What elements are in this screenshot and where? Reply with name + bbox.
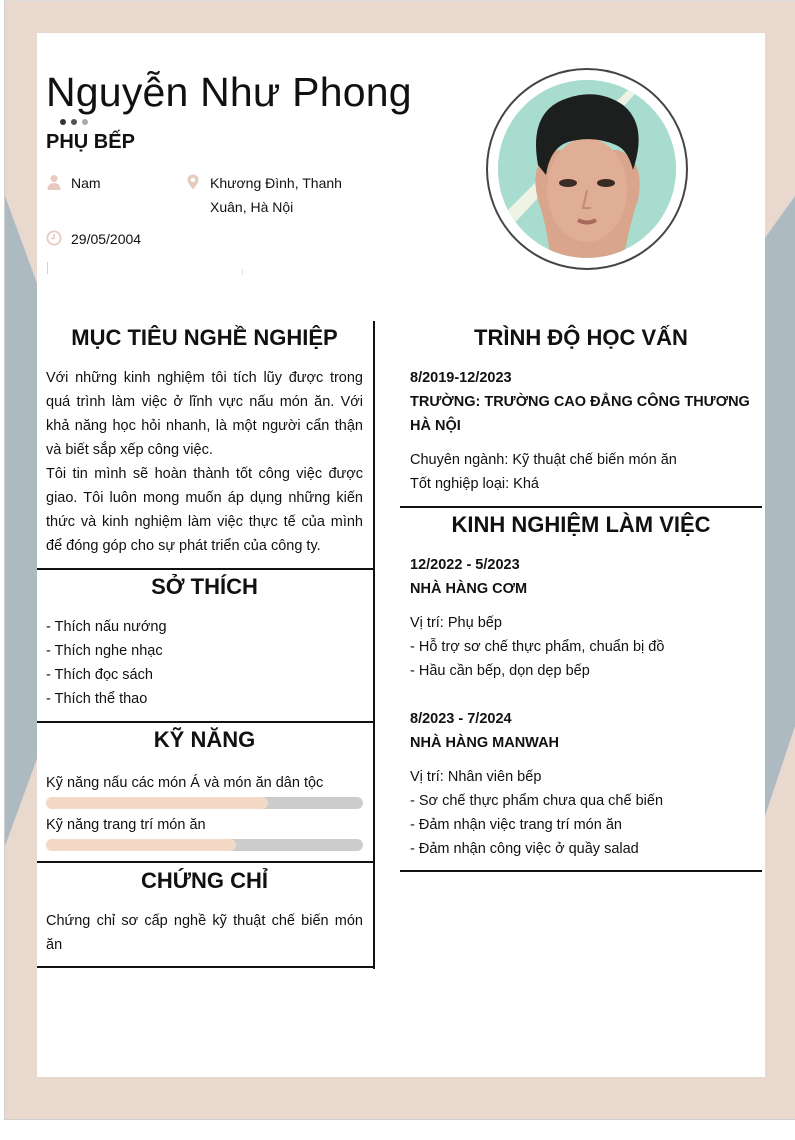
skill-bar-fill (46, 797, 268, 809)
education-major: Chuyên ngành: Kỹ thuật chế biến món ăn (410, 452, 677, 468)
skill-label: Kỹ năng nấu các món Á và món ăn dân tộc (46, 775, 324, 791)
divider (400, 506, 762, 508)
section-title-objective: MỤC TIÊU NGHỀ NGHIỆP (71, 325, 338, 350)
avatar (498, 80, 676, 258)
education-period: 8/2019-12/2023 (410, 370, 512, 386)
address-line-2: Xuân, Hà Nội (210, 199, 294, 215)
divider (400, 870, 762, 872)
section-title-experience: KINH NGHIỆM LÀM VIỆC (451, 512, 711, 537)
job-period: 8/2023 - 7/2024 (410, 711, 512, 727)
objective-paragraph-1: Với những kinh nghiệm tôi tích lũy được trong quá trình làm việc ở lĩnh vực nấu món ăn. Với khả năng học hỏi nhanh, là một người cẩn thận và biết sắp xếp công việc. (46, 370, 363, 458)
section-title-hobbies: SỞ THÍCH (151, 574, 258, 599)
objective-paragraph-2: Tôi tin mình sẽ hoàn thành tốt công việc được giao. Tôi luôn mong muốn áp dụng những kiến thức và kinh nghiệm làm việc thực tế của mình để đóng góp cho sự phát triển của công ty. (46, 466, 363, 554)
job-task: - Đảm nhận việc trang trí món ăn (410, 817, 622, 833)
experience-job (410, 553, 664, 683)
job-task: - Hầu cần bếp, dọn dẹp bếp (410, 663, 590, 679)
skill-label: Kỹ năng trang trí món ăn (46, 817, 206, 833)
job-position: Vị trí: Phụ bếp (410, 615, 502, 631)
job-period: 12/2022 - 5/2023 (410, 557, 520, 573)
experience-job (410, 707, 663, 861)
job-task: - Đảm nhận công việc ở quầy salad (410, 841, 639, 857)
hobby-item: - Thích nấu nướng (46, 619, 167, 635)
job-task: - Hỗ trợ sơ chế thực phẩm, chuẩn bị đồ (410, 639, 665, 655)
objective-text (46, 366, 363, 558)
hobby-item: - Thích đọc sách (46, 667, 153, 683)
avatar-frame (486, 68, 688, 270)
decor-stub (47, 262, 48, 274)
birthday-value: 29/05/2004 (71, 231, 142, 247)
section-title-education: TRÌNH ĐỘ HỌC VẤN (474, 325, 688, 350)
column-divider (373, 321, 375, 969)
decor-stub (242, 269, 243, 275)
skill-bar (46, 797, 363, 809)
hobbies-list (46, 615, 167, 711)
skill-bar (46, 839, 363, 851)
address-line-1: Khương Đình, Thanh (210, 175, 342, 191)
divider (37, 966, 375, 968)
job-company: NHÀ HÀNG MANWAH (410, 735, 560, 751)
skill-bar-fill (46, 839, 236, 851)
education-grade: Tốt nghiệp loại: Khá (410, 476, 539, 492)
clock-icon (46, 230, 62, 246)
decor-band-right (765, 196, 795, 816)
user-icon (46, 174, 62, 190)
job-company: NHÀ HÀNG CƠM (410, 581, 528, 597)
job-title: PHỤ BẾP (46, 131, 135, 153)
education-school: TRƯỜNG: TRƯỜNG CAO ĐẲNG CÔNG THƯƠNG HÀ NỘI (410, 394, 750, 434)
divider (37, 721, 375, 723)
section-title-certificates: CHỨNG CHỈ (140, 868, 269, 893)
gender-value: Nam (71, 175, 101, 191)
hobby-item: - Thích nghe nhạc (46, 643, 163, 659)
decor-band-left (5, 196, 38, 846)
divider (37, 568, 375, 570)
candidate-name: Nguyễn Như Phong (46, 69, 412, 115)
divider (37, 861, 375, 863)
hobby-item: - Thích thể thao (46, 691, 148, 707)
cv-page (37, 33, 765, 1077)
certificate-text: Chứng chỉ sơ cấp nghề kỹ thuật chế biến món ăn (46, 913, 363, 953)
job-position: Vị trí: Nhân viên bếp (410, 769, 542, 785)
education-entry (410, 366, 762, 496)
map-marker-icon (185, 174, 201, 190)
decor-dots (60, 119, 88, 125)
section-title-skills: KỸ NĂNG (153, 727, 256, 752)
portrait-photo (498, 80, 676, 258)
job-task: - Sơ chế thực phẩm chưa qua chế biến (410, 793, 664, 809)
